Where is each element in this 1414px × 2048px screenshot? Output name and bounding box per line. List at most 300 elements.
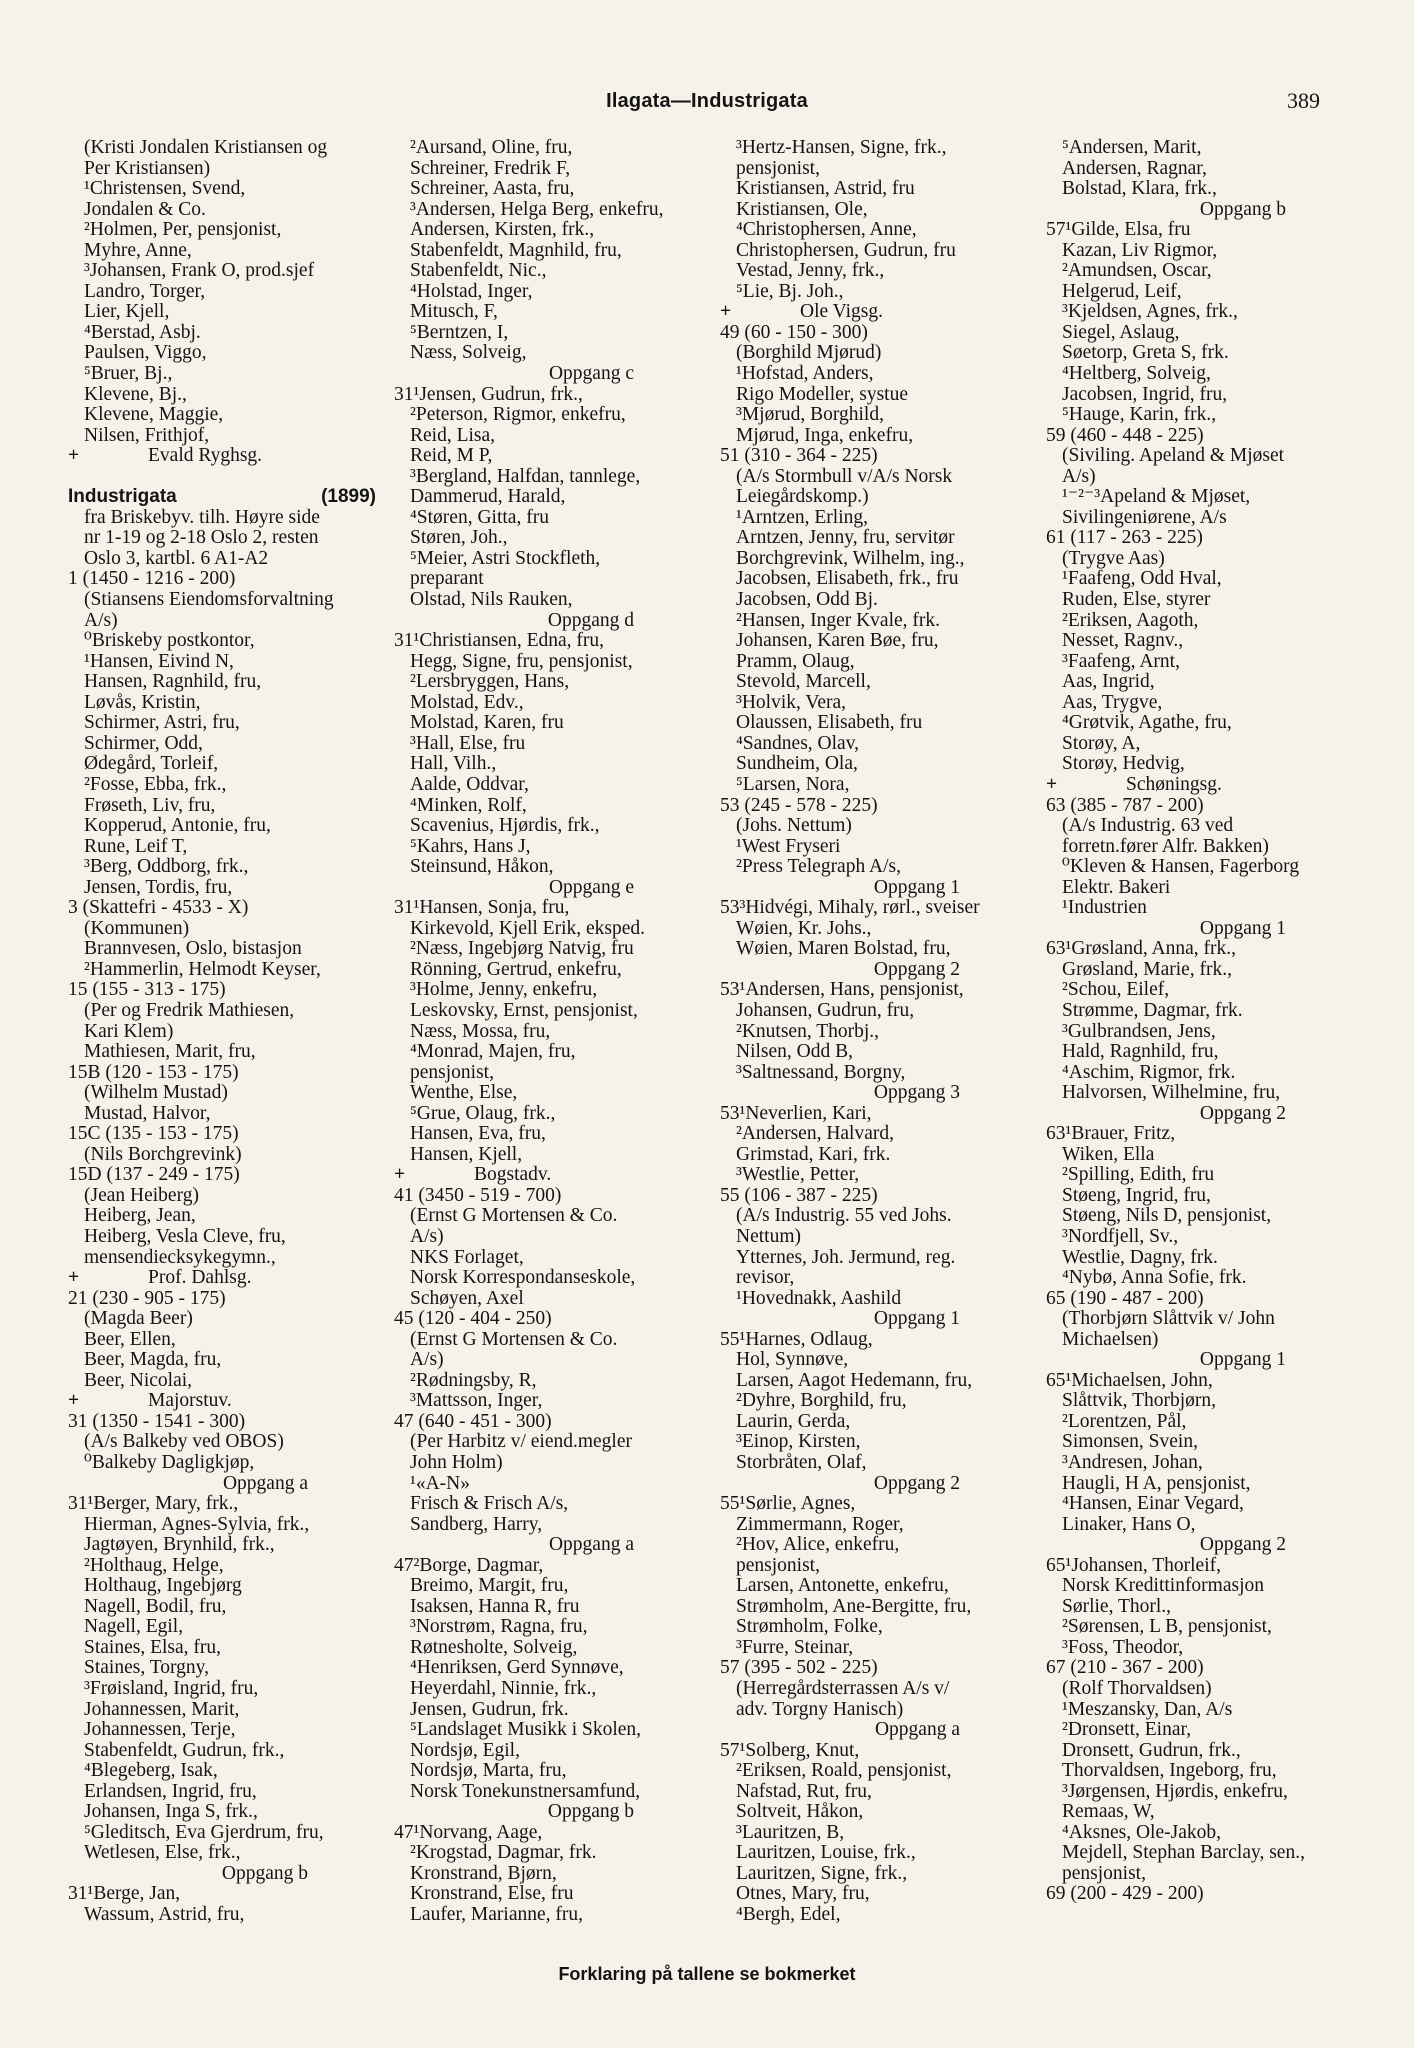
entry-line: ¹Hansen, Eivind N, xyxy=(84,651,234,672)
cross-street-name: Bogstadv. xyxy=(474,1165,552,1186)
entry-line: ⁵Kahrs, Hans J, xyxy=(410,836,531,857)
entry-line: ³Lauritzen, B, xyxy=(736,1822,845,1843)
cross-street xyxy=(68,1391,378,1412)
entrance-heading: Oppgang e xyxy=(548,877,634,898)
cross-street-marker: + xyxy=(394,1165,406,1186)
address-line: 65 (190 - 487 - 200) xyxy=(1046,1288,1204,1309)
entry-line: Molstad, Karen, fru xyxy=(410,713,564,734)
entry-line: Norsk Korrespondanseskole, xyxy=(410,1268,636,1289)
entry-line: Reid, Lisa, xyxy=(410,425,496,446)
entry-line: (Magda Beer) xyxy=(84,1309,193,1330)
entry-line: ¹Industrien xyxy=(1062,898,1147,919)
entry-line: (Per Harbitz v/ eiend.megler xyxy=(410,1432,632,1453)
address-line: 47²Borge, Dagmar, xyxy=(394,1555,544,1576)
entry-line: Hierman, Agnes-Sylvia, frk., xyxy=(84,1514,310,1535)
entry-line: ³Norstrøm, Ragna, fru, xyxy=(410,1617,588,1638)
entry-line: Simonsen, Svein, xyxy=(1062,1432,1198,1453)
entry-line: Jagtøyen, Brynhild, frk., xyxy=(84,1535,275,1556)
entry-line: Hegg, Signe, fru, pensjonist, xyxy=(410,651,633,672)
entry-line: ¹«A-N» xyxy=(410,1473,471,1494)
address-line: 65¹Johansen, Thorleif, xyxy=(1046,1555,1221,1576)
entrance-heading: Oppgang 1 xyxy=(873,877,960,898)
cross-street xyxy=(68,446,378,467)
entry-line: ³Holme, Jenny, enkefru, xyxy=(410,980,598,1001)
entry-line: ⁵Landslaget Musikk i Skolen, xyxy=(410,1720,642,1741)
entry-line: Strømholm, Ane-Bergitte, fru, xyxy=(736,1596,972,1617)
entry-line: (Nils Borchgrevink) xyxy=(84,1144,242,1165)
entry-line: ⁰Briskeby postkontor, xyxy=(84,631,255,652)
entry-line: ¹West Fryseri xyxy=(736,836,841,857)
entry-line: Molstad, Edv., xyxy=(410,692,524,713)
entrance-heading: Oppgang 1 xyxy=(1199,918,1286,939)
entry-line: ³Saltnessand, Borgny, xyxy=(736,1062,906,1083)
entry-line: Westlie, Dagny, frk. xyxy=(1062,1247,1218,1268)
cross-street-name: Majorstuv. xyxy=(148,1391,232,1412)
entry-line: (A/s Stormbull v/A/s Norsk xyxy=(736,466,953,487)
entry-line: Johansen, Gudrun, fru, xyxy=(736,1000,915,1021)
entry-line: Nafstad, Rut, fru, xyxy=(736,1781,872,1802)
entry-line: (Johs. Nettum) xyxy=(736,816,852,837)
entry-line: ¹Hovednakk, Aashild xyxy=(736,1288,902,1309)
blank-line xyxy=(68,467,378,488)
entry-line: ⁴Aschim, Rigmor, frk. xyxy=(1062,1062,1236,1083)
entry-line: Laufer, Marianne, fru, xyxy=(410,1905,584,1926)
column-1 xyxy=(68,138,378,1938)
entry-line: Mathiesen, Marit, fru, xyxy=(84,1042,256,1063)
entry-line: ⁴Sandnes, Olav, xyxy=(736,733,860,754)
address-line: 53 (245 - 578 - 225) xyxy=(720,795,878,816)
entry-line: Scavenius, Hjørdis, frk., xyxy=(410,816,600,837)
cross-street-marker: + xyxy=(68,446,80,467)
entry-line: Breimo, Margit, fru, xyxy=(410,1576,569,1597)
address-line: 51 (310 - 364 - 225) xyxy=(720,446,878,467)
address-line: 31 (1350 - 1541 - 300) xyxy=(68,1411,246,1432)
entry-line: Hansen, Ragnhild, fru, xyxy=(84,672,262,693)
cross-street-name: Prof. Dahlsg. xyxy=(148,1268,252,1289)
entry-line: ¹Hofstad, Anders, xyxy=(736,364,874,385)
entry-line: ³Bergland, Halfdan, tannlege, xyxy=(410,466,641,487)
entry-line: Dronsett, Gudrun, frk., xyxy=(1062,1740,1241,1761)
entry-line: pensjonist, xyxy=(736,158,820,179)
entry-line: Schreiner, Aasta, fru, xyxy=(410,179,575,200)
entry-line: Nilsen, Odd B, xyxy=(736,1042,853,1063)
street-year: (1899) xyxy=(321,487,376,508)
entry-line: Schøyen, Axel xyxy=(410,1288,524,1309)
entry-line: Wiken, Ella xyxy=(1062,1144,1155,1165)
entry-line: adv. Torgny Hanisch) xyxy=(736,1699,904,1720)
entry-line: Soltveit, Håkon, xyxy=(736,1802,864,1823)
entry-line: Andersen, Ragnar, xyxy=(1062,158,1207,179)
entry-line: Rune, Leif T, xyxy=(84,836,188,857)
entry-line: pensjonist, xyxy=(1062,1863,1146,1884)
entry-line: Siegel, Aslaug, xyxy=(1062,322,1180,343)
address-line: 31¹Berger, Mary, frk., xyxy=(68,1494,239,1515)
entry-line: ⁵Gleditsch, Eva Gjerdrum, fru, xyxy=(84,1822,324,1843)
page-header xyxy=(0,90,1414,120)
directory-columns xyxy=(68,138,1358,1938)
address-line: 53³Hidvégi, Mihaly, rørl., sveiser xyxy=(720,898,980,919)
entry-line: ³Andresen, Johan, xyxy=(1062,1453,1203,1473)
entry-line: Staines, Elsa, fru, xyxy=(84,1637,222,1658)
entry-line: (Jean Heiberg) xyxy=(84,1185,199,1206)
entry-line: Hansen, Eva, fru, xyxy=(410,1124,546,1145)
entry-line: pensjonist, xyxy=(410,1062,494,1083)
entry-line: Jacobsen, Odd Bj. xyxy=(736,590,878,611)
entry-line: Nordsjø, Egil, xyxy=(410,1740,520,1761)
entry-line: Røtnesholte, Solveig, xyxy=(410,1637,578,1658)
entry-line: Nesset, Ragnv., xyxy=(1062,631,1184,652)
entry-line: mensendiecksykegymn., xyxy=(84,1247,276,1268)
entry-line: Nilsen, Frithjof, xyxy=(84,425,210,446)
entry-line: ⁵Lie, Bj. Joh., xyxy=(736,281,844,302)
entry-line: Johansen, Inga S, frk., xyxy=(84,1802,258,1823)
entry-line: Rönning, Gertrud, enkefru, xyxy=(410,959,622,980)
entry-line: ³Westlie, Petter, xyxy=(736,1165,860,1186)
entry-line: Støeng, Ingrid, fru, xyxy=(1062,1185,1211,1206)
entry-line: Rigo Modeller, systue xyxy=(736,384,908,405)
entry-line: ³Jørgensen, Hjørdis, enkefru, xyxy=(1062,1781,1288,1802)
entry-line: Sandberg, Harry, xyxy=(410,1514,543,1535)
entry-line: ³Frøisland, Ingrid, fru, xyxy=(84,1679,259,1700)
entry-line: Støeng, Nils D, pensjonist, xyxy=(1062,1206,1272,1227)
address-line: 47 (640 - 451 - 300) xyxy=(394,1411,552,1432)
entrance-heading: Oppgang b xyxy=(221,1863,308,1884)
footer-note: Forklaring på tallene se bokmerket xyxy=(558,1964,856,1984)
entry-line: Nagell, Bodil, fru, xyxy=(84,1596,227,1617)
entry-line: (Ernst G Mortensen & Co. xyxy=(410,1329,618,1350)
entry-line: revisor, xyxy=(736,1268,795,1289)
entry-line: ³Andersen, Helga Berg, enkefru, xyxy=(410,199,664,220)
entry-line: Larsen, Antonette, enkefru, xyxy=(736,1576,949,1597)
entry-line: A/s) xyxy=(1062,466,1096,487)
entrance-heading: Oppgang 2 xyxy=(873,1473,960,1494)
entry-line: ¹Arntzen, Erling, xyxy=(736,507,869,528)
entry-line: ³Kjeldsen, Agnes, frk., xyxy=(1062,302,1238,323)
entry-line: ⁴Bergh, Edel, xyxy=(736,1905,841,1926)
entry-line: Ruden, Else, styrer xyxy=(1062,590,1211,611)
entrance-heading: Oppgang 1 xyxy=(1199,1350,1286,1371)
entry-line: fra Briskebyv. tilh. Høyre side xyxy=(84,507,320,528)
entry-line: ³Einop, Kirsten, xyxy=(736,1432,861,1453)
entry-line: Jondalen & Co. xyxy=(84,199,206,220)
entry-line: A/s) xyxy=(84,610,118,631)
entry-line: Landro, Torger, xyxy=(84,281,206,302)
entry-line: Johansen, Karen Bøe, fru, xyxy=(736,631,939,652)
entry-line: Olaussen, Elisabeth, fru xyxy=(736,713,923,734)
entry-line: Per Kristiansen) xyxy=(84,158,211,179)
entry-line: ⁴Berstad, Asbj. xyxy=(84,322,201,343)
entry-line: ²Hammerlin, Helmodt Keyser, xyxy=(84,959,321,980)
entry-line: Frisch & Frisch A/s, xyxy=(410,1494,569,1515)
running-head: Ilagata—Industrigata xyxy=(606,90,808,112)
entry-line: Nordsjø, Marta, fru, xyxy=(410,1761,567,1782)
entry-line: ⁵Andersen, Marit, xyxy=(1062,138,1202,158)
entry-line: Mejdell, Stephan Barclay, sen., xyxy=(1062,1843,1305,1864)
entry-line: ²Hov, Alice, enkefru, xyxy=(736,1535,900,1556)
address-line: 55¹Harnes, Odlaug, xyxy=(720,1329,873,1350)
entrance-heading: Oppgang 2 xyxy=(1199,1103,1286,1124)
entry-line: Olstad, Nils Rauken, xyxy=(410,590,573,611)
address-line: 53¹Neverlien, Kari, xyxy=(720,1103,872,1124)
entry-line: ¹Christensen, Svend, xyxy=(84,179,246,200)
entry-line: Larsen, Aagot Hedemann, fru, xyxy=(736,1370,973,1391)
entry-line: ⁴Nybø, Anna Sofie, frk. xyxy=(1062,1268,1247,1289)
entry-line: ²Eriksen, Aagoth, xyxy=(1062,610,1199,631)
entry-line: ²Eriksen, Roald, pensjonist, xyxy=(736,1761,952,1782)
entry-line: Kronstrand, Bjørn, xyxy=(410,1863,557,1884)
entry-line: Næss, Mossa, fru, xyxy=(410,1021,551,1042)
entry-line: Arntzen, Jenny, fru, servitør xyxy=(736,528,955,549)
entry-line: ³Berg, Oddborg, frk., xyxy=(84,857,249,878)
entry-line: ³Holvik, Vera, xyxy=(736,692,847,713)
entry-line: Søetorp, Greta S, frk. xyxy=(1062,343,1229,364)
entry-line: Schirmer, Odd, xyxy=(84,733,203,754)
entry-line: Stabenfeldt, Nic., xyxy=(410,261,547,282)
entry-line: ⁵Meier, Astri Stockfleth, xyxy=(410,548,601,569)
entry-line: Kazan, Liv Rigmor, xyxy=(1062,240,1218,261)
address-line: 49 (60 - 150 - 300) xyxy=(720,322,868,343)
entry-line: (A/s Industrig. 55 ved Johs. xyxy=(736,1206,952,1227)
entry-line: ²Sørensen, L B, pensjonist, xyxy=(1062,1617,1272,1638)
entry-line: Jensen, Gudrun, frk. xyxy=(410,1699,569,1720)
entry-line: ³Mattsson, Inger, xyxy=(410,1391,543,1412)
entry-line: ¹⁻²⁻³Apeland & Mjøset, xyxy=(1062,487,1251,508)
entry-line: Johannessen, Marit, xyxy=(84,1699,240,1720)
address-line: 31¹Jensen, Gudrun, frk., xyxy=(394,384,583,405)
address-line: 57 (395 - 502 - 225) xyxy=(720,1658,878,1679)
entry-line: Haugli, H A, pensjonist, xyxy=(1062,1473,1251,1494)
entry-line: John Holm) xyxy=(410,1453,503,1473)
entry-line: Holthaug, Ingebjørg xyxy=(84,1576,242,1597)
entry-line: Reid, M P, xyxy=(410,446,493,467)
entry-line: Aas, Trygve, xyxy=(1062,692,1163,713)
entry-line: Lauritzen, Signe, frk., xyxy=(736,1863,908,1884)
entry-line: Aas, Ingrid, xyxy=(1062,672,1155,693)
entry-line: Heiberg, Jean, xyxy=(84,1206,196,1227)
cross-street-name: Schøningsg. xyxy=(1126,774,1222,795)
address-line: 63 (385 - 787 - 200) xyxy=(1046,795,1204,816)
address-line: 31¹Hansen, Sonja, fru, xyxy=(394,898,570,919)
entry-line: ⁴Aksnes, Ole-Jakob, xyxy=(1062,1822,1221,1843)
address-line: 63¹Brauer, Fritz, xyxy=(1046,1124,1176,1145)
entry-line: Schreiner, Fredrik F, xyxy=(410,158,571,179)
entry-line: ²Lersbryggen, Hans, xyxy=(410,672,570,693)
entry-line: Kirkevold, Kjell Erik, eksped. xyxy=(410,918,646,939)
entry-line: Laurin, Gerda, xyxy=(736,1411,851,1432)
entry-line: Hol, Synnøve, xyxy=(736,1350,849,1371)
entry-line: ²Næss, Ingebjørg Natvig, fru xyxy=(410,939,634,960)
cross-street xyxy=(68,1268,378,1289)
entry-line: pensjonist, xyxy=(736,1555,820,1576)
street-name: Industrigata xyxy=(68,487,177,508)
entry-line: Thorvaldsen, Ingeborg, fru, xyxy=(1062,1761,1277,1782)
entry-line: ²Aursand, Oline, fru, xyxy=(410,138,573,158)
address-line: 63¹Grøsland, Anna, frk., xyxy=(1046,939,1236,960)
entry-line: Hansen, Kjell, xyxy=(410,1144,523,1165)
entry-line: Brannvesen, Oslo, bistasjon xyxy=(84,939,302,960)
address-line: 67 (210 - 367 - 200) xyxy=(1046,1658,1204,1679)
entry-line: (Wilhelm Mustad) xyxy=(84,1083,228,1104)
entry-line: Heiberg, Vesla Cleve, fru, xyxy=(84,1226,286,1247)
entry-line: Storbråten, Olaf, xyxy=(736,1453,867,1473)
entry-line: ⁰Kleven & Hansen, Fagerborg xyxy=(1062,857,1300,878)
entry-line: Andersen, Kirsten, frk., xyxy=(410,220,595,241)
entry-line: Beer, Magda, fru, xyxy=(84,1350,222,1371)
entry-line: Klevene, Bj., xyxy=(84,384,187,405)
entry-line: (Rolf Thorvaldsen) xyxy=(1062,1679,1212,1700)
entry-line: Leiegårdskomp.) xyxy=(736,487,869,508)
entry-line: Jacobsen, Ingrid, fru, xyxy=(1062,384,1228,405)
address-line: 15B (120 - 153 - 175) xyxy=(68,1062,239,1083)
address-line: 31¹Christiansen, Edna, fru, xyxy=(394,631,605,652)
entry-line: Dammerud, Harald, xyxy=(410,487,566,508)
entry-line: (Kommunen) xyxy=(84,918,190,939)
street-heading xyxy=(68,487,378,508)
entry-line: Bolstad, Klara, frk., xyxy=(1062,179,1217,200)
entrance-heading: Oppgang c xyxy=(548,364,634,385)
entry-line: Strømme, Dagmar, frk. xyxy=(1062,1000,1243,1021)
entrance-heading: Oppgang a xyxy=(874,1720,960,1741)
cross-street xyxy=(1046,775,1356,796)
entry-line: Lauritzen, Louise, frk., xyxy=(736,1843,916,1864)
address-line: 55 (106 - 387 - 225) xyxy=(720,1185,878,1206)
entry-line: ²Hansen, Inger Kvale, frk. xyxy=(736,610,941,631)
entry-line: (A/s Balkeby ved OBOS) xyxy=(84,1432,284,1453)
entry-line: ²Knutsen, Thorbj., xyxy=(736,1021,880,1042)
entry-line: Borchgrevink, Wilhelm, ing., xyxy=(736,548,965,569)
cross-street xyxy=(720,302,1030,323)
entry-line: ²Dronsett, Einar, xyxy=(1062,1720,1192,1741)
entry-line: Stabenfeldt, Gudrun, frk., xyxy=(84,1740,285,1761)
entry-line: (Kristi Jondalen Kristiansen og xyxy=(84,138,328,158)
entry-line: Beer, Ellen, xyxy=(84,1329,176,1350)
entry-line: Kristiansen, Astrid, fru xyxy=(736,179,915,200)
cross-street-name: Ole Vigsg. xyxy=(800,302,883,323)
column-3 xyxy=(720,138,1030,1938)
entry-line: (Herregårdsterrassen A/s v/ xyxy=(736,1679,950,1700)
address-line: 15D (137 - 249 - 175) xyxy=(68,1165,240,1186)
entry-line: Mjørud, Inga, enkefru, xyxy=(736,425,914,446)
entry-line: Heyerdahl, Ninnie, frk., xyxy=(410,1679,597,1700)
address-line: 45 (120 - 404 - 250) xyxy=(394,1309,552,1330)
address-line: 55¹Sørlie, Agnes, xyxy=(720,1494,856,1515)
entrance-heading: Oppgang 1 xyxy=(873,1309,960,1330)
entrance-heading: Oppgang b xyxy=(1199,199,1286,220)
entry-line: ¹Meszansky, Dan, A/s xyxy=(1062,1699,1233,1720)
entrance-heading: Oppgang 2 xyxy=(873,959,960,980)
entry-line: A/s) xyxy=(410,1350,444,1371)
entry-line: Støren, Joh., xyxy=(410,528,508,549)
entry-line: ⁵Berntzen, I, xyxy=(410,322,509,343)
address-line: 57¹Gilde, Elsa, fru xyxy=(1046,220,1191,241)
entry-line: Jacobsen, Elisabeth, frk., fru xyxy=(736,569,959,590)
entry-line: A/s) xyxy=(410,1226,444,1247)
entry-line: Sundheim, Ola, xyxy=(736,754,858,775)
entry-line: Stabenfeldt, Magnhild, fru, xyxy=(410,240,622,261)
entry-line: Kari Klem) xyxy=(84,1021,174,1042)
cross-street-marker: + xyxy=(68,1268,80,1289)
entry-line: forretn.fører Alfr. Bakken) xyxy=(1062,836,1269,857)
entry-line: Paulsen, Viggo, xyxy=(84,343,207,364)
cross-street-marker: + xyxy=(720,302,732,323)
entry-line: Mitusch, F, xyxy=(410,302,498,323)
address-line: 65¹Michaelsen, John, xyxy=(1046,1370,1213,1391)
entry-line: ²Fosse, Ebba, frk., xyxy=(84,774,227,795)
entry-line: ²Press Telegraph A/s, xyxy=(736,857,901,878)
entry-line: Norsk Kredittinformasjon xyxy=(1062,1576,1265,1597)
entry-line: Kristiansen, Ole, xyxy=(736,199,868,220)
entry-line: ³Hall, Else, fru xyxy=(410,733,526,754)
entry-line: Storøy, A, xyxy=(1062,733,1141,754)
address-line: 15 (155 - 313 - 175) xyxy=(68,980,226,1001)
address-line: 59 (460 - 448 - 225) xyxy=(1046,425,1204,446)
entry-line: ⁰Balkeby Dagligkjøp, xyxy=(84,1453,255,1473)
entry-line: Stevold, Marcell, xyxy=(736,672,871,693)
cross-street-marker: + xyxy=(68,1391,80,1412)
entry-line: (A/s Industrig. 63 ved xyxy=(1062,816,1234,837)
entry-line: Kronstrand, Else, fru xyxy=(410,1884,574,1905)
entry-line: (Borghild Mjørud) xyxy=(736,343,882,364)
address-line: 69 (200 - 429 - 200) xyxy=(1046,1884,1204,1905)
entry-line: Lier, Kjell, xyxy=(84,302,170,323)
entry-line: Hall, Vilh., xyxy=(410,754,497,775)
cross-street-marker: + xyxy=(1046,774,1058,795)
entry-line: Myhre, Anne, xyxy=(84,240,192,261)
address-line: 15C (135 - 153 - 175) xyxy=(68,1124,239,1145)
entry-line: ⁴Henriksen, Gerd Synnøve, xyxy=(410,1658,624,1679)
entry-line: Norsk Tonekunstnersamfund, xyxy=(410,1781,641,1802)
entry-line: (Per og Fredrik Mathiesen, xyxy=(84,1000,295,1021)
entry-line: ²Amundsen, Oscar, xyxy=(1062,261,1212,282)
entry-line: Linaker, Hans O, xyxy=(1062,1514,1196,1535)
entry-line: Strømholm, Folke, xyxy=(736,1617,883,1638)
entry-line: ²Schou, Eilef, xyxy=(1062,980,1170,1001)
entry-line: ⁴Hansen, Einar Vegard, xyxy=(1062,1494,1244,1515)
entrance-heading: Oppgang b xyxy=(547,1802,634,1823)
entry-line: Christophersen, Gudrun, fru xyxy=(736,240,956,261)
entry-line: ⁵Hauge, Karin, frk., xyxy=(1062,405,1217,426)
page-number: 389 xyxy=(1287,88,1320,113)
entry-line: ³Johansen, Frank O, prod.sjef xyxy=(84,261,315,282)
address-line: 41 (3450 - 519 - 700) xyxy=(394,1185,562,1206)
entry-line: Nettum) xyxy=(736,1226,801,1247)
entry-line: Michaelsen) xyxy=(1062,1329,1159,1350)
address-line: 53¹Andersen, Hans, pensjonist, xyxy=(720,980,964,1001)
entry-line: Wassum, Astrid, fru, xyxy=(84,1905,245,1926)
entry-line: ²Lorentzen, Pål, xyxy=(1062,1411,1187,1432)
entry-line: ²Spilling, Edith, fru xyxy=(1062,1165,1215,1186)
entry-line: (Thorbjørn Slåttvik v/ John xyxy=(1062,1309,1275,1330)
entry-line: ⁴Christophersen, Anne, xyxy=(736,220,917,241)
entrance-heading: Oppgang d xyxy=(547,610,634,631)
entry-line: Pramm, Olaug, xyxy=(736,651,855,672)
entry-line: Elektr. Bakeri xyxy=(1062,877,1171,898)
entrance-heading: Oppgang a xyxy=(222,1473,308,1494)
entry-line: ³Furre, Steinar, xyxy=(736,1637,854,1658)
entry-line: Wøien, Maren Bolstad, fru, xyxy=(736,939,951,960)
entry-line: ³Mjørud, Borghild, xyxy=(736,405,884,426)
entry-line: Mustad, Halvor, xyxy=(84,1103,211,1124)
entry-line: Zimmermann, Roger, xyxy=(736,1514,904,1535)
entry-line: Remaas, W, xyxy=(1062,1802,1155,1823)
entry-line: Grimstad, Kari, frk. xyxy=(736,1144,891,1165)
entry-line: ³Nordfjell, Sv., xyxy=(1062,1226,1179,1247)
entry-line: NKS Forlaget, xyxy=(410,1247,524,1268)
entry-line: ⁵Grue, Olaug, frk., xyxy=(410,1103,556,1124)
entry-line: Beer, Nicolai, xyxy=(84,1370,193,1391)
entry-line: ⁵Bruer, Bj., xyxy=(84,364,173,385)
entry-line: ³Gulbrandsen, Jens, xyxy=(1062,1021,1216,1042)
